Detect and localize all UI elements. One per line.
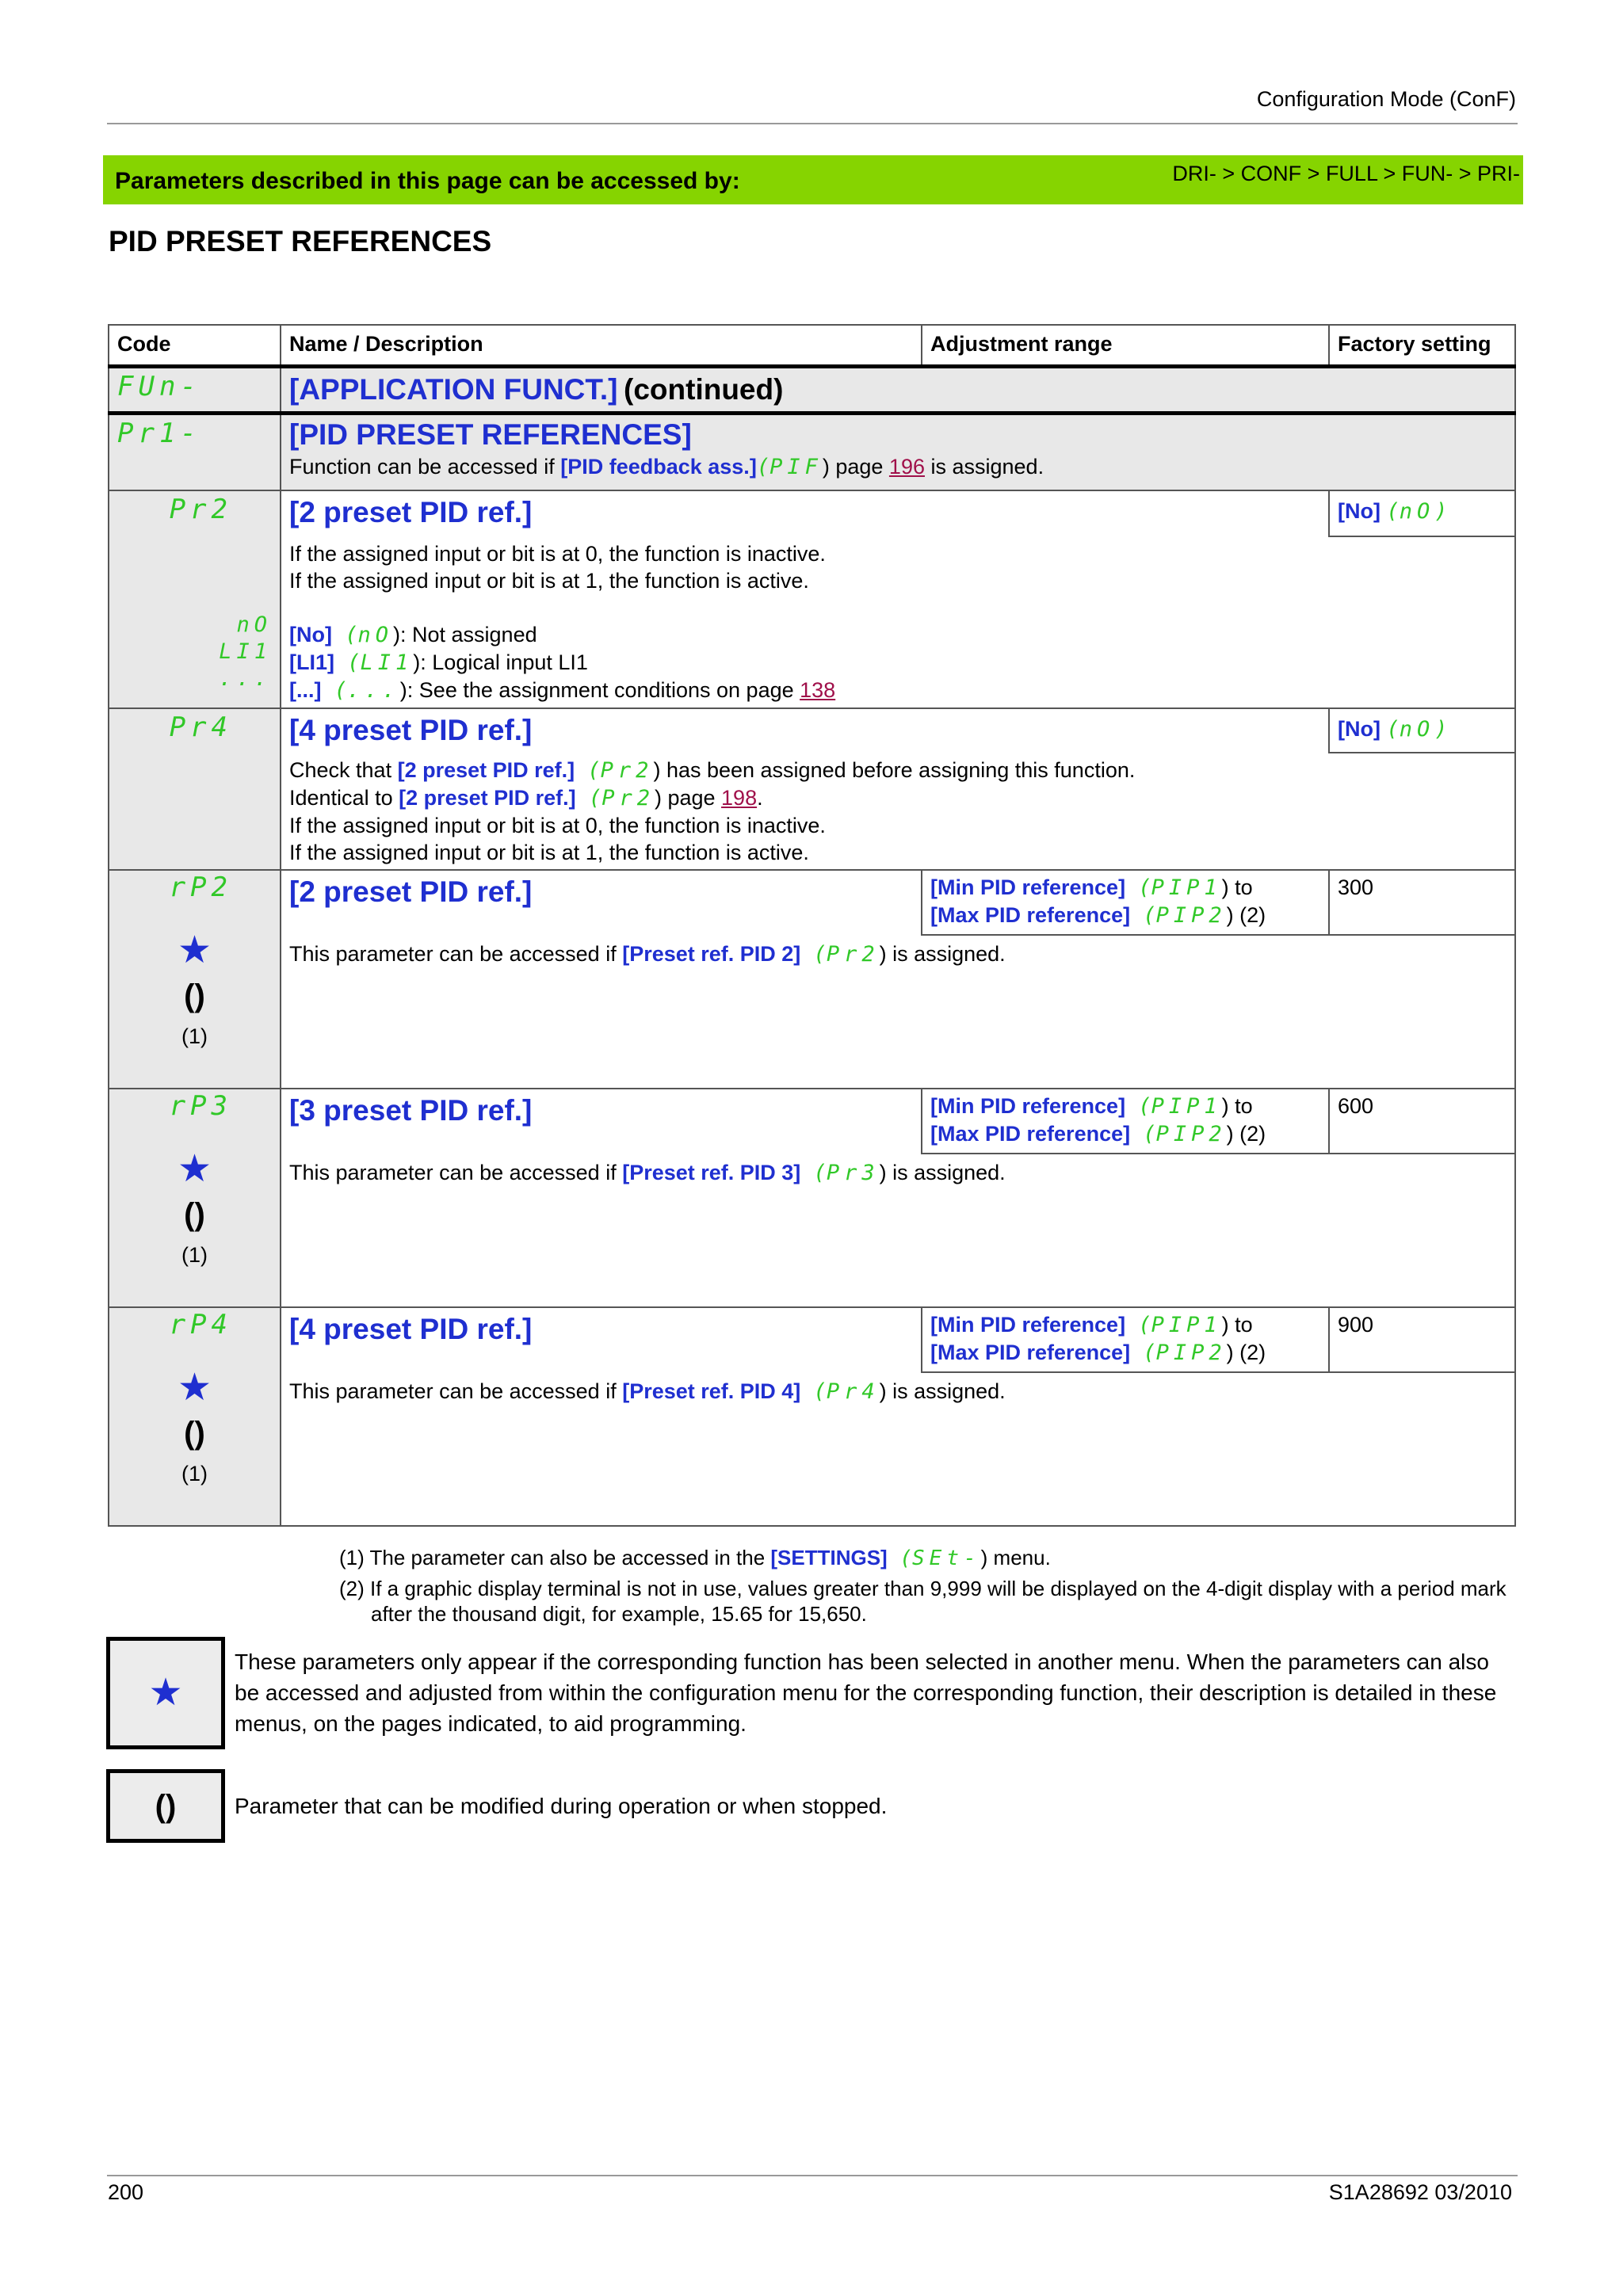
cycle-icon: () — [184, 978, 205, 1013]
option-desc: ): See the assignment conditions on page — [399, 678, 800, 702]
code-lcd: rP3 — [169, 1090, 232, 1122]
footnote-2: (2) If a graphic display terminal is not in use, values greater than 9,999 will be displayed on the 4-digit display with a period mark after the thousand digit, for example, 15.65 for 15,650. — [339, 1577, 1507, 1626]
running-header: Configuration Mode (ConF) — [1256, 87, 1516, 111]
desc-text: ) is assigned. — [879, 1379, 1006, 1403]
range-cell — [922, 1089, 1329, 1154]
paren: ( — [800, 1379, 827, 1404]
option-lcd: LI1 — [360, 650, 414, 675]
range-text: ) (2) — [1226, 903, 1266, 927]
range-max — [930, 902, 1320, 929]
paren: ( — [1125, 875, 1151, 900]
section-code — [109, 366, 281, 413]
desc-text: . — [757, 786, 763, 810]
paren: ( — [1125, 1094, 1151, 1119]
range-text: ) to — [1221, 1094, 1253, 1118]
paren: ( — [800, 942, 827, 967]
range-max — [930, 1120, 1320, 1148]
paren: ( — [575, 786, 602, 810]
param-ref: [2 preset PID ref.] — [397, 758, 575, 782]
param-code-lcd: PIP2 — [1155, 1341, 1227, 1365]
param-code-lcd: PIP1 — [1151, 1094, 1222, 1119]
code-cell-pr4 — [109, 708, 281, 870]
star-icon: ★ — [177, 1148, 212, 1190]
factory-code-lcd: nO — [1399, 499, 1435, 524]
param-desc-row-pr2 — [109, 536, 1515, 708]
param-row-rp3 — [109, 1089, 1515, 1154]
param-desc-row-rp4 — [109, 1372, 1515, 1526]
legend-star-text: These parameters only appear if the corresponding function has been selected in another menu. When the parameters can also be accessed and adjusted from within the configuration menu for the corresponding function, their description is detailed in these menus, on the pages indicated, to aid programming. — [235, 1650, 1497, 1736]
param-row-rp2 — [109, 870, 1515, 935]
param-ref: [PID feedback ass.] — [560, 454, 757, 479]
param-code-lcd: PIF — [769, 454, 823, 479]
factory-cell: 600 — [1329, 1089, 1515, 1154]
param-title: [2 preset PID ref.] — [289, 496, 533, 528]
option-line — [289, 677, 1507, 704]
option-desc: ): Logical input LI1 — [413, 650, 588, 674]
factory-cell: 300 — [1329, 870, 1515, 935]
option-desc: ): Not assigned — [393, 623, 537, 646]
factory-cell — [1329, 490, 1515, 536]
paren: ( — [756, 454, 770, 479]
code-cell-pr2 — [109, 490, 281, 708]
factory-cell — [1329, 708, 1515, 753]
option-line — [289, 649, 1507, 677]
param-code-lcd: Pr4 — [826, 1379, 880, 1404]
header-rule — [107, 123, 1518, 124]
param-desc-cell — [281, 935, 1515, 1089]
code-cell-rp4 — [109, 1307, 281, 1526]
param-code-lcd: Pr2 — [826, 942, 880, 967]
param-ref: [Preset ref. PID 3] — [622, 1161, 801, 1184]
footnote-ref: (1) — [181, 1243, 208, 1267]
factory-cell: 900 — [1329, 1307, 1515, 1372]
footnote-text: ) menu. — [980, 1546, 1051, 1569]
param-ref: [Max PID reference] — [930, 903, 1131, 927]
paren: ( — [1386, 717, 1400, 742]
col-header-range: Adjustment range — [922, 325, 1329, 366]
range-min — [930, 1311, 1320, 1339]
subsection-row — [109, 413, 1515, 490]
star-icon: ★ — [177, 929, 212, 971]
option-line — [289, 621, 1507, 649]
paren: ) — [1434, 717, 1453, 742]
desc-line — [289, 757, 1507, 784]
param-title-cell — [281, 708, 1329, 753]
param-code-lcd: PIP1 — [1151, 1313, 1222, 1337]
param-desc-cell — [281, 753, 1515, 870]
param-code-lcd: Pr2 — [600, 758, 654, 783]
desc-text: ) page — [822, 454, 889, 479]
desc-line: If the assigned input or bit is at 0, the function is inactive. — [289, 814, 826, 837]
range-cell — [922, 870, 1329, 935]
desc-line — [289, 784, 1507, 812]
param-desc-cell — [281, 536, 1515, 708]
desc-text: is assigned. — [924, 454, 1044, 479]
paren: ( — [331, 623, 358, 647]
table-header-row — [109, 325, 1515, 366]
param-row-pr4 — [109, 708, 1515, 753]
page-link[interactable]: 138 — [800, 678, 836, 702]
col-header-name: Name / Description — [281, 325, 922, 366]
paren: ( — [887, 1547, 913, 1570]
desc-text: This parameter can be accessed if — [289, 942, 623, 966]
param-code-lcd: PIP2 — [1155, 903, 1227, 928]
paren: ( — [1386, 499, 1400, 524]
param-title-cell — [281, 870, 922, 935]
range-text: ) to — [1221, 875, 1253, 899]
range-text: ) to — [1221, 1313, 1253, 1337]
section-row — [109, 366, 1515, 413]
option-label: [LI1] — [289, 650, 334, 674]
param-title: [3 preset PID ref.] — [289, 1094, 533, 1127]
option-label: [No] — [289, 623, 332, 646]
menu-ref: [SETTINGS] — [770, 1546, 888, 1569]
code-lcd: rP4 — [169, 1309, 232, 1341]
footnotes — [339, 1545, 1520, 1627]
access-path: DRI- > CONF > FULL > FUN- > PRI- — [1172, 162, 1520, 185]
code-lcd: Pr2 — [169, 494, 232, 525]
option-code-lcd: ... — [219, 666, 272, 691]
star-icon: ★ — [177, 1367, 212, 1409]
cycle-icon: () — [184, 1197, 205, 1232]
col-header-code: Code — [109, 325, 281, 366]
paren: ( — [334, 650, 361, 675]
page-link[interactable]: 198 — [721, 786, 758, 810]
section-continued: (continued) — [624, 372, 784, 406]
section-title-cell — [281, 366, 1515, 413]
range-min — [930, 1093, 1320, 1120]
code-lcd: Pr4 — [169, 711, 232, 743]
desc-line: If the assigned input or bit is at 1, the function is active. — [289, 569, 809, 593]
param-ref: [Min PID reference] — [930, 1313, 1126, 1337]
paren: ( — [800, 1161, 827, 1185]
param-ref: [Min PID reference] — [930, 875, 1126, 899]
paren: ( — [321, 678, 348, 703]
param-ref: [Min PID reference] — [930, 1094, 1126, 1118]
access-path-bar — [103, 155, 1523, 204]
option-code-lcd: LI1 — [219, 639, 272, 664]
param-title-cell — [281, 1089, 922, 1154]
desc-text: ) is assigned. — [879, 1161, 1006, 1184]
desc-text: ) page — [654, 786, 722, 810]
desc-text: ) has been assigned before assigning this function. — [653, 758, 1136, 782]
subsection-title: [PID PRESET REFERENCES] — [289, 418, 692, 451]
menu-code-lcd: SEt- — [912, 1547, 981, 1570]
factory-value: [No] — [1338, 717, 1381, 741]
subsection-code-lcd: Pr1- — [117, 417, 201, 449]
param-ref: [Max PID reference] — [930, 1341, 1131, 1364]
factory-value: [No] — [1338, 499, 1381, 523]
subsection-desc — [289, 453, 1507, 481]
paren: ( — [1125, 1313, 1151, 1337]
param-code-lcd: Pr3 — [826, 1161, 880, 1185]
param-ref: [2 preset PID ref.] — [399, 786, 576, 810]
param-desc-cell — [281, 1154, 1515, 1307]
param-code-lcd: Pr2 — [601, 786, 655, 810]
legend-star-box — [106, 1637, 225, 1749]
option-code-lcd: nO — [236, 612, 272, 637]
footnote-ref: (1) — [181, 1462, 208, 1486]
param-desc-cell — [281, 1372, 1515, 1526]
param-code-lcd: PIP1 — [1151, 875, 1222, 900]
desc-text: ) is assigned. — [879, 942, 1006, 966]
param-title: [4 preset PID ref.] — [289, 1313, 533, 1345]
desc-text: Check that — [289, 758, 398, 782]
page-link[interactable]: 196 — [888, 454, 925, 479]
option-lcd: nO — [357, 623, 394, 647]
subsection-code — [109, 413, 281, 490]
cycle-icon: () — [184, 1416, 205, 1451]
page-number: 200 — [108, 2180, 144, 2204]
paren: ) — [1434, 499, 1453, 524]
desc-text: Identical to — [289, 786, 399, 810]
footnote-ref: (1) — [181, 1024, 208, 1048]
param-title-cell — [281, 1307, 922, 1372]
section-code-lcd: FUn- — [117, 370, 201, 402]
code-cell-rp3 — [109, 1089, 281, 1307]
param-code-lcd: PIP2 — [1155, 1122, 1227, 1146]
param-desc-row-rp2 — [109, 935, 1515, 1089]
param-row-rp4 — [109, 1307, 1515, 1372]
desc-line: If the assigned input or bit is at 0, the function is inactive. — [289, 542, 826, 566]
footnote-text: (1) The parameter can also be accessed in the — [339, 1546, 771, 1569]
range-text: ) (2) — [1226, 1341, 1266, 1364]
star-icon: ★ — [148, 1672, 183, 1714]
subsection-cell — [281, 413, 1515, 490]
parameter-table — [108, 324, 1516, 1527]
desc-text: Function can be accessed if — [289, 454, 561, 479]
option-label: [...] — [289, 678, 322, 702]
param-title-cell — [281, 490, 1329, 536]
code-lcd: rP2 — [169, 871, 232, 903]
desc-line: If the assigned input or bit is at 1, the function is active. — [289, 841, 809, 864]
paren: ( — [575, 758, 601, 783]
cycle-icon: () — [155, 1788, 177, 1824]
param-ref: [Preset ref. PID 2] — [622, 942, 801, 966]
range-text: ) (2) — [1226, 1122, 1266, 1146]
desc-text: This parameter can be accessed if — [289, 1379, 623, 1403]
range-max — [930, 1339, 1320, 1367]
param-title: [2 preset PID ref.] — [289, 875, 533, 908]
param-desc-row-rp3 — [109, 1154, 1515, 1307]
param-ref: [Preset ref. PID 4] — [622, 1379, 801, 1403]
param-desc-row-pr4 — [109, 753, 1515, 870]
section-title: [APPLICATION FUNCT.] — [289, 372, 618, 406]
factory-code-lcd: nO — [1399, 717, 1435, 742]
param-title: [4 preset PID ref.] — [289, 714, 533, 746]
access-label: Parameters described in this page can be accessed by: — [115, 168, 740, 194]
col-header-factory: Factory setting — [1329, 325, 1515, 366]
footer-rule — [107, 2175, 1518, 2176]
range-cell — [922, 1307, 1329, 1372]
paren: ( — [1130, 903, 1156, 928]
param-row-pr2 — [109, 490, 1515, 536]
param-ref: [Max PID reference] — [930, 1122, 1131, 1146]
document-reference: S1A28692 03/2010 — [1328, 2180, 1512, 2204]
desc-text: This parameter can be accessed if — [289, 1161, 623, 1184]
code-cell-rp2 — [109, 870, 281, 1089]
paren: ( — [1130, 1122, 1156, 1146]
option-lcd: ... — [347, 678, 400, 703]
page-title: PID PRESET REFERENCES — [109, 225, 492, 257]
footnote-1 — [339, 1545, 1520, 1571]
paren: ( — [1130, 1341, 1156, 1365]
legend-cycle-text: Parameter that can be modified during operation or when stopped. — [235, 1794, 888, 1818]
range-min — [930, 874, 1320, 902]
legend-cycle-box — [106, 1769, 225, 1843]
